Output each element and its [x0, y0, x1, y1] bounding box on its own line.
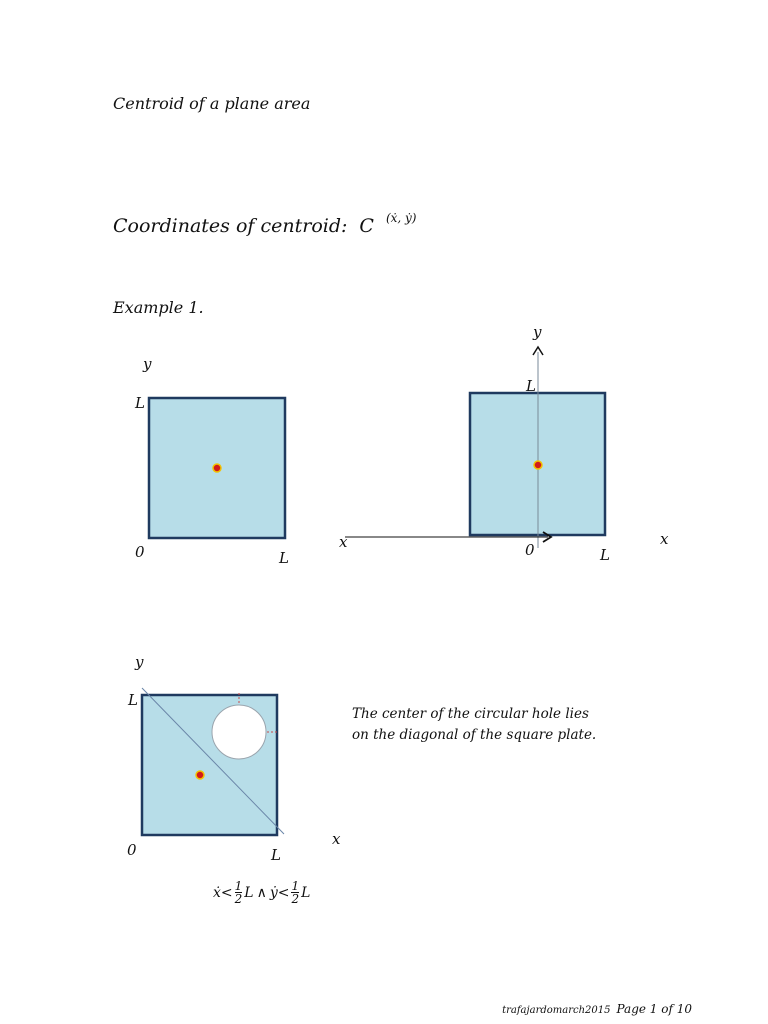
circular-hole	[212, 705, 266, 759]
fig2-L-top-label: L	[526, 377, 536, 395]
formula-L-2: L	[301, 884, 311, 901]
formula-lt-2: <	[277, 884, 290, 901]
fig2-origin-label: 0	[525, 541, 535, 559]
formula-lt-1: <	[220, 884, 233, 901]
hole-description	[352, 704, 612, 746]
fig1-y-label: y	[143, 355, 152, 373]
fig2-x-left-label: x	[339, 533, 348, 551]
footer-author: trafajardomarch2015	[502, 1005, 611, 1016]
formula-fraction-2	[291, 880, 299, 905]
formula-fraction-1	[235, 880, 243, 905]
formula-and: ∧	[256, 884, 267, 901]
page-number: Page 1 of 10	[616, 1002, 692, 1016]
fig3-x-label: x	[332, 830, 341, 848]
example-label: Example 1.	[113, 298, 204, 317]
frac-den: 2	[234, 892, 243, 906]
frac-num: 1	[291, 879, 300, 893]
fig3-L-right-label: L	[271, 846, 281, 864]
fig3-y-label: y	[135, 653, 144, 671]
frac-num: 1	[234, 879, 243, 893]
centroid-point-2	[534, 461, 542, 469]
note-line-2: on the diagonal of the square plate.	[352, 727, 597, 743]
frac-den: 2	[291, 892, 300, 906]
formula-xdot: ẋ	[213, 884, 221, 901]
coordinates-label: Coordinates of centroid:	[113, 215, 348, 237]
formula-L-1: L	[244, 884, 254, 901]
fig3-origin-label: 0	[127, 841, 137, 859]
centroid-inequality-formula	[213, 880, 310, 905]
page-heading: Centroid of a plane area	[113, 94, 311, 113]
fig3-L-top-label: L	[128, 691, 138, 709]
centroid-point-3	[196, 771, 204, 779]
centroid-args: (ẋ, ẏ)	[385, 211, 417, 225]
fig2-L-right-label: L	[600, 546, 610, 564]
fig1-L-top-label: L	[135, 394, 145, 412]
centroid-symbol: C	[359, 215, 374, 237]
fig2-x-right-label: x	[660, 530, 669, 548]
fig2-y-label: y	[533, 323, 542, 341]
fig1-L-right-label: L	[279, 549, 289, 567]
centroid-point-1	[213, 464, 221, 472]
page-footer	[502, 1002, 692, 1016]
fig1-origin-label: 0	[135, 543, 145, 561]
formula-ydot: ẏ	[269, 884, 278, 901]
note-line-1: The center of the circular hole lies	[352, 706, 589, 722]
